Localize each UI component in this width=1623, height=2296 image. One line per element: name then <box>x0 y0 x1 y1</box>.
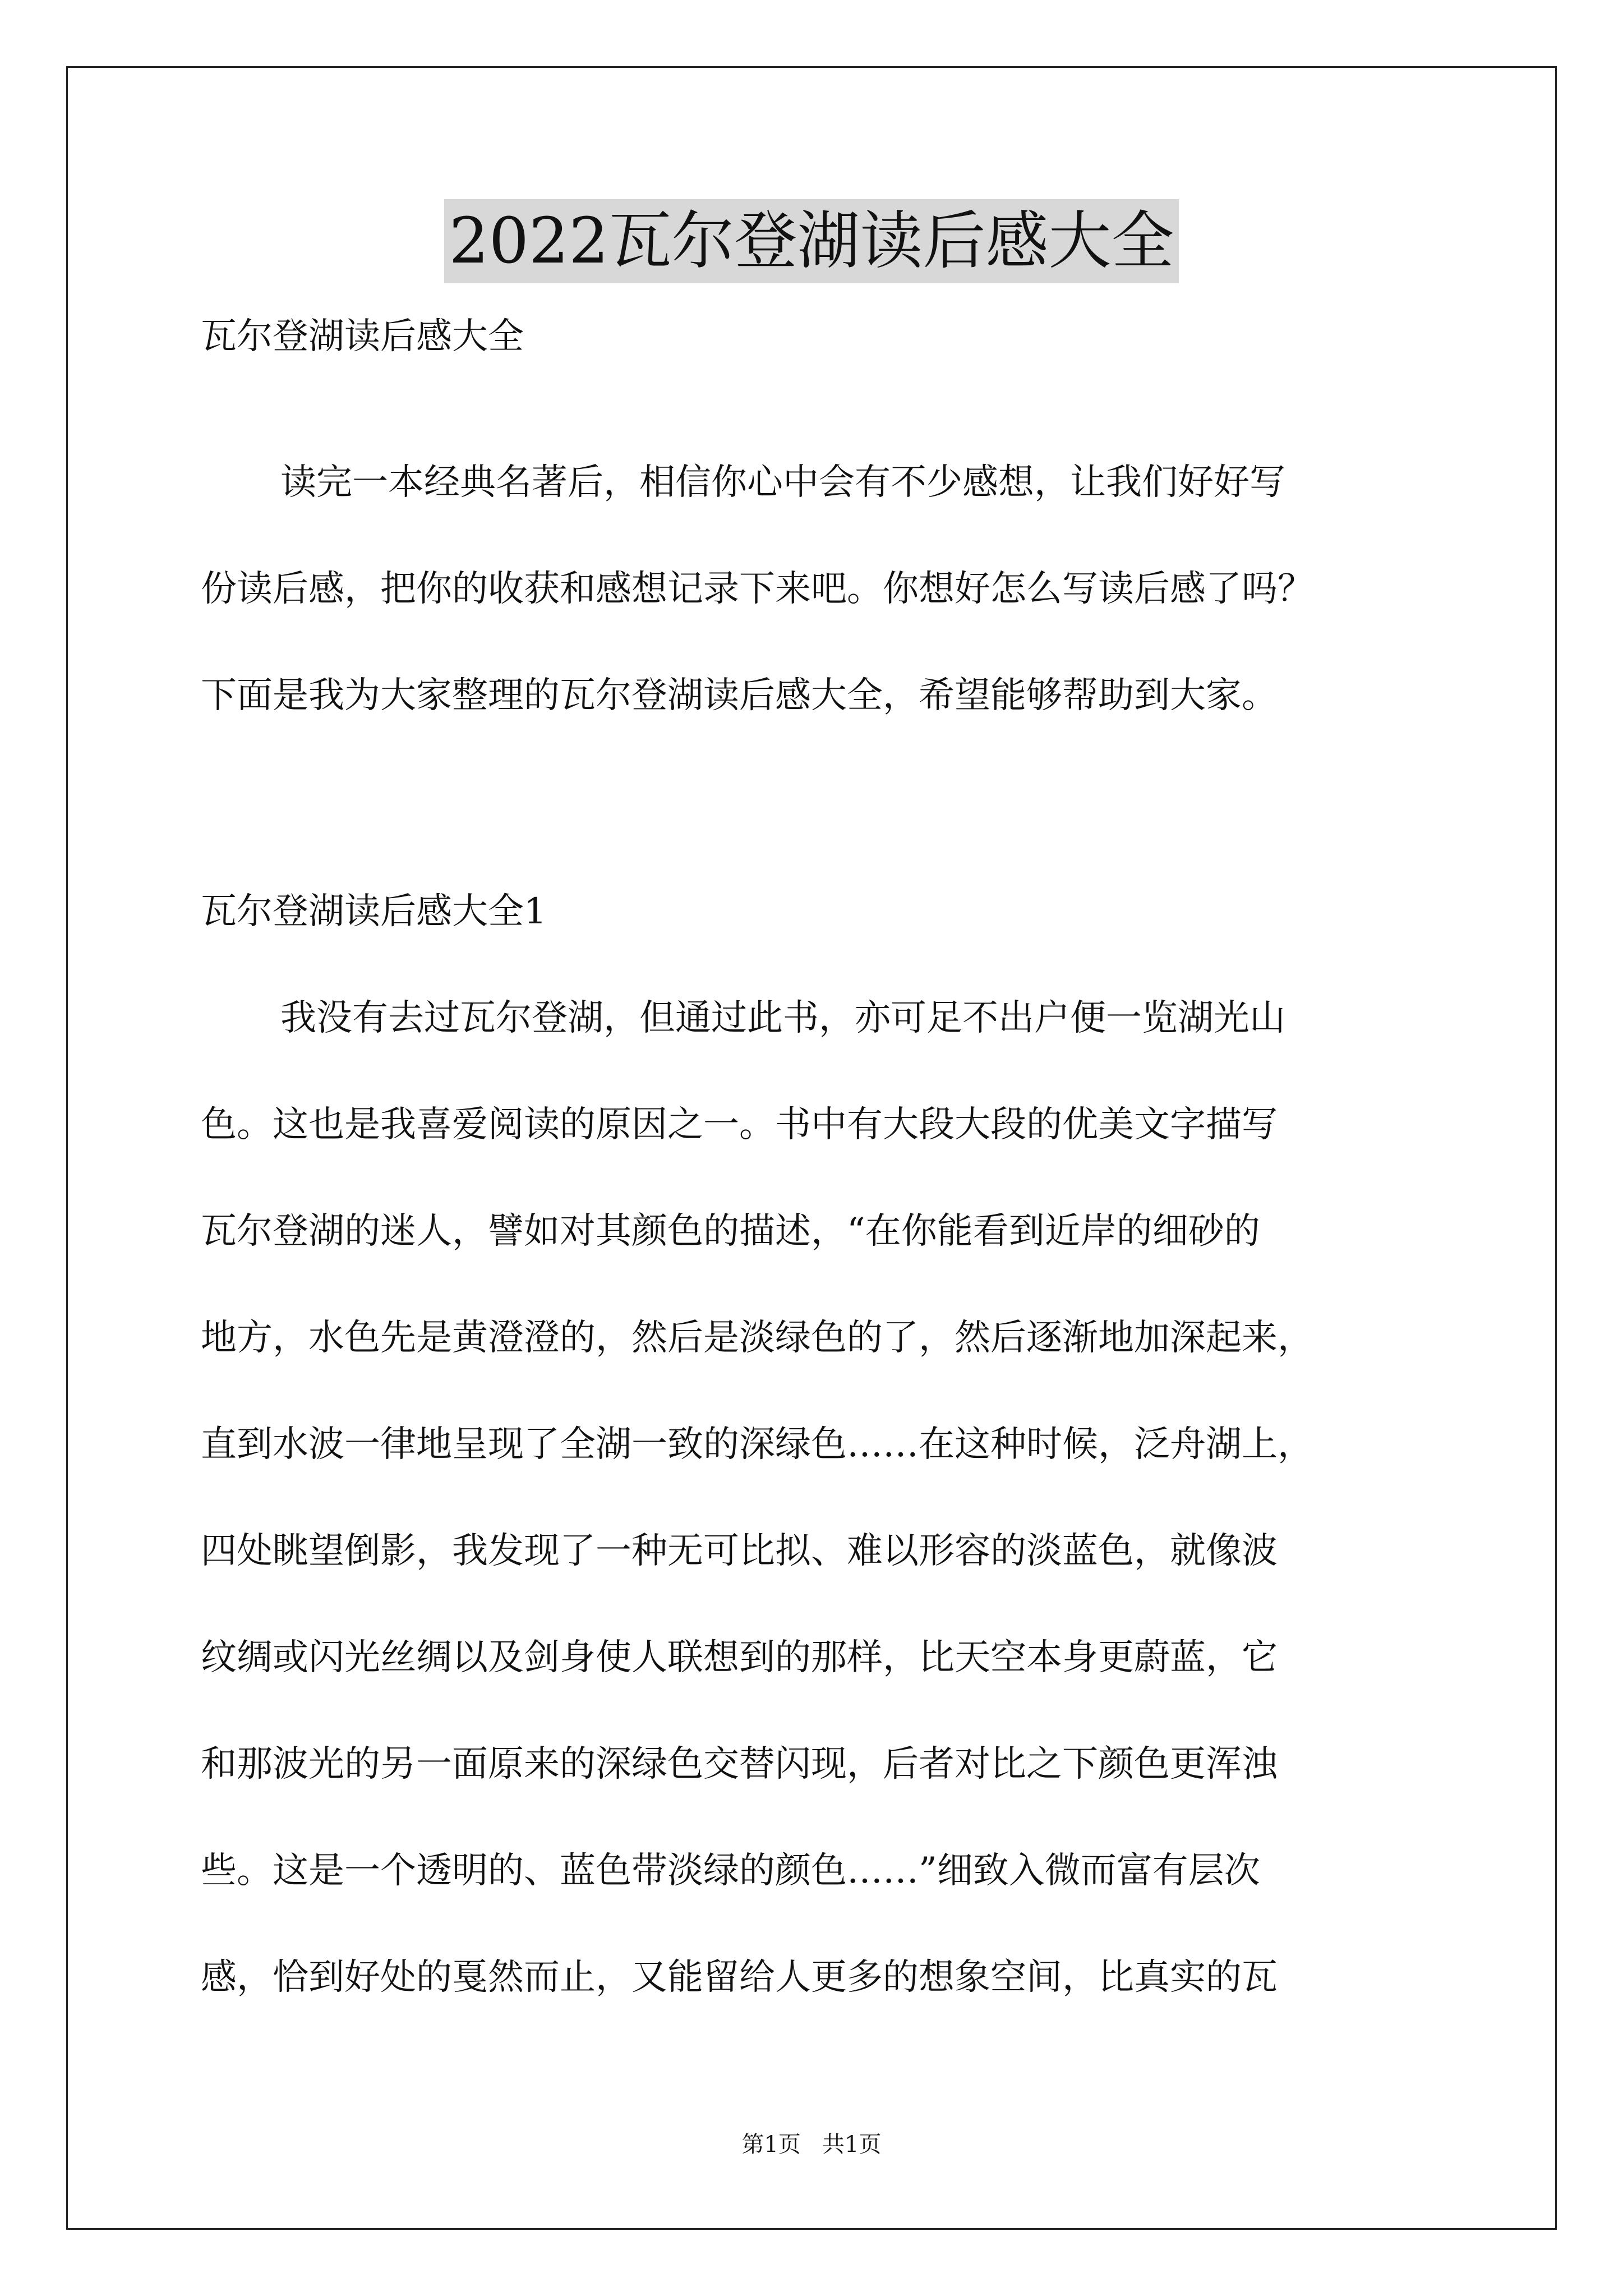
intro-line-3: 下面是我为大家整理的瓦尔登湖读后感大全，希望能够帮助到大家。 <box>201 675 1278 716</box>
section-line-1: 我没有去过瓦尔登湖，但通过此书，亦可足不出户便一览湖光山 <box>280 997 1285 1039</box>
section-line-8: 和那波光的另一面原来的深绿色交替闪现，后者对比之下颜色更浑浊 <box>201 1743 1278 1785</box>
intro-line-1: 读完一本经典名著后，相信你心中会有不少感想，让我们好好写 <box>280 462 1285 503</box>
intro-line-2: 份读后感，把你的收获和感想记录下来吧。你想好怎么写读后感了吗？ <box>201 568 1313 610</box>
page-footer: 第1页 共1页 <box>741 2132 882 2157</box>
section-line-9: 些。这是一个透明的、蓝色带淡绿的颜色……”细致入微而富有层次 <box>201 1850 1260 1892</box>
section-line-7: 纹绸或闪光丝绸以及剑身使人联想到的那样，比天空本身更蔚蓝，它 <box>201 1637 1278 1678</box>
section-line-3: 瓦尔登湖的迷人，譬如对其颜色的描述，“在你能看到近岸的细砂的 <box>201 1211 1260 1252</box>
title-wrapper <box>0 199 1623 283</box>
section-title: 瓦尔登湖读后感大全1 <box>201 891 547 932</box>
section-line-2: 色。这也是我喜爱阅读的原因之一。书中有大段大段的优美文字描写 <box>201 1104 1278 1145</box>
document-subtitle: 瓦尔登湖读后感大全 <box>201 316 524 357</box>
section-line-6: 四处眺望倒影，我发现了一种无可比拟、难以形容的淡蓝色，就像波 <box>201 1530 1278 1572</box>
document-title: 2022瓦尔登湖读后感大全 <box>444 199 1178 283</box>
section-line-5: 直到水波一律地呈现了全湖一致的深绿色……在这种时候，泛舟湖上， <box>201 1424 1313 1465</box>
section-line-4: 地方，水色先是黄澄澄的，然后是淡绿色的了，然后逐渐地加深起来， <box>201 1317 1313 1359</box>
section-line-10: 感，恰到好处的戛然而止，又能留给人更多的想象空间，比真实的瓦 <box>201 1957 1278 1998</box>
